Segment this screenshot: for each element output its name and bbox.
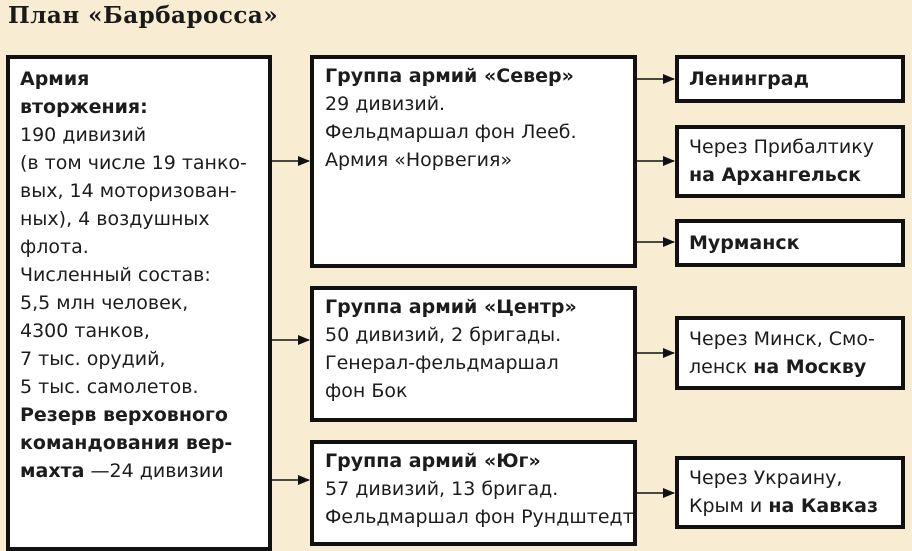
invasion-detail-line: вых, 14 моторизован- [20,180,237,202]
target-arkhangelsk-line2: на Архангельск [689,164,861,186]
invasion-detail-line: 5,5 млн человек, [20,292,189,314]
target-moscow-line1: Через Минск, Смо- [689,328,875,350]
army-group-center-line: 50 дивизий, 2 бригады. [325,324,562,346]
army-group-north-name: Группа армий «Север» [325,65,574,87]
army-group-north-line: Армия «Норвегия» [325,149,513,171]
page-title: План «Барбаросса» [8,2,279,29]
reserve-line2: командования вер- [20,432,233,454]
reserve-line1: Резерв верховного [20,404,228,426]
invasion-detail-line: 5 тыс. самолетов. [20,376,199,398]
target-leningrad-box [675,55,905,103]
target-moscow-line2-bold: на Москву [753,356,867,378]
invasion-heading-line1: Армия [20,68,90,90]
invasion-detail-line: (в том числе 19 танко- [20,152,247,174]
army-group-south-line: Фельдмаршал фон Рундштедт [325,506,634,528]
army-group-north-line: 29 дивизий. [325,93,446,115]
target-caucasus-box [675,456,905,529]
invasion-detail-line: 4300 танков, [20,320,150,342]
invasion-detail-line: 7 тыс. орудий, [20,348,166,370]
target-arkhangelsk-line1: Через Прибалтику [689,136,874,158]
invasion-detail-line: Численный состав: [20,264,211,286]
invasion-detail-line: ных), 4 воздушных [20,208,210,230]
target-moscow-box [675,316,905,390]
army-group-north-box [310,55,637,268]
target-caucasus-line2 [689,492,901,520]
army-group-center-line: Генерал-фельдмаршал [325,352,559,374]
target-moscow-line2 [689,353,901,381]
army-group-center-name: Группа армий «Центр» [325,296,577,318]
target-murmansk-box [675,219,905,267]
army-group-center-box [310,286,637,422]
invasion-heading-line2: вторжения: [20,96,148,118]
target-caucasus-line2-bold: на Кавказ [768,495,879,517]
invasion-detail-line: 190 дивизий [20,124,147,146]
reserve-line3 [20,457,268,485]
target-moscow-line2-plain: ленск [689,356,754,378]
army-group-south-box [310,440,637,546]
army-group-south-line: 57 дивизий, 13 бригад. [325,478,559,500]
target-caucasus-line2-plain: Крым и [689,495,769,517]
army-group-north-line: Фельдмаршал фон Лееб. [325,121,577,143]
invasion-army-box [6,55,272,551]
reserve-line3-bold: махта [20,460,85,482]
reserve-line3-rest: —24 дивизии [84,460,224,482]
target-caucasus-line1: Через Украину, [689,467,843,489]
target-leningrad-label: Ленинград [689,68,809,90]
invasion-detail-line: флота. [20,236,89,258]
target-arkhangelsk-box [675,125,905,198]
army-group-center-line: фон Бок [325,380,408,402]
army-group-south-name: Группа армий «Юг» [325,450,541,472]
target-murmansk-label: Мурманск [689,232,800,254]
